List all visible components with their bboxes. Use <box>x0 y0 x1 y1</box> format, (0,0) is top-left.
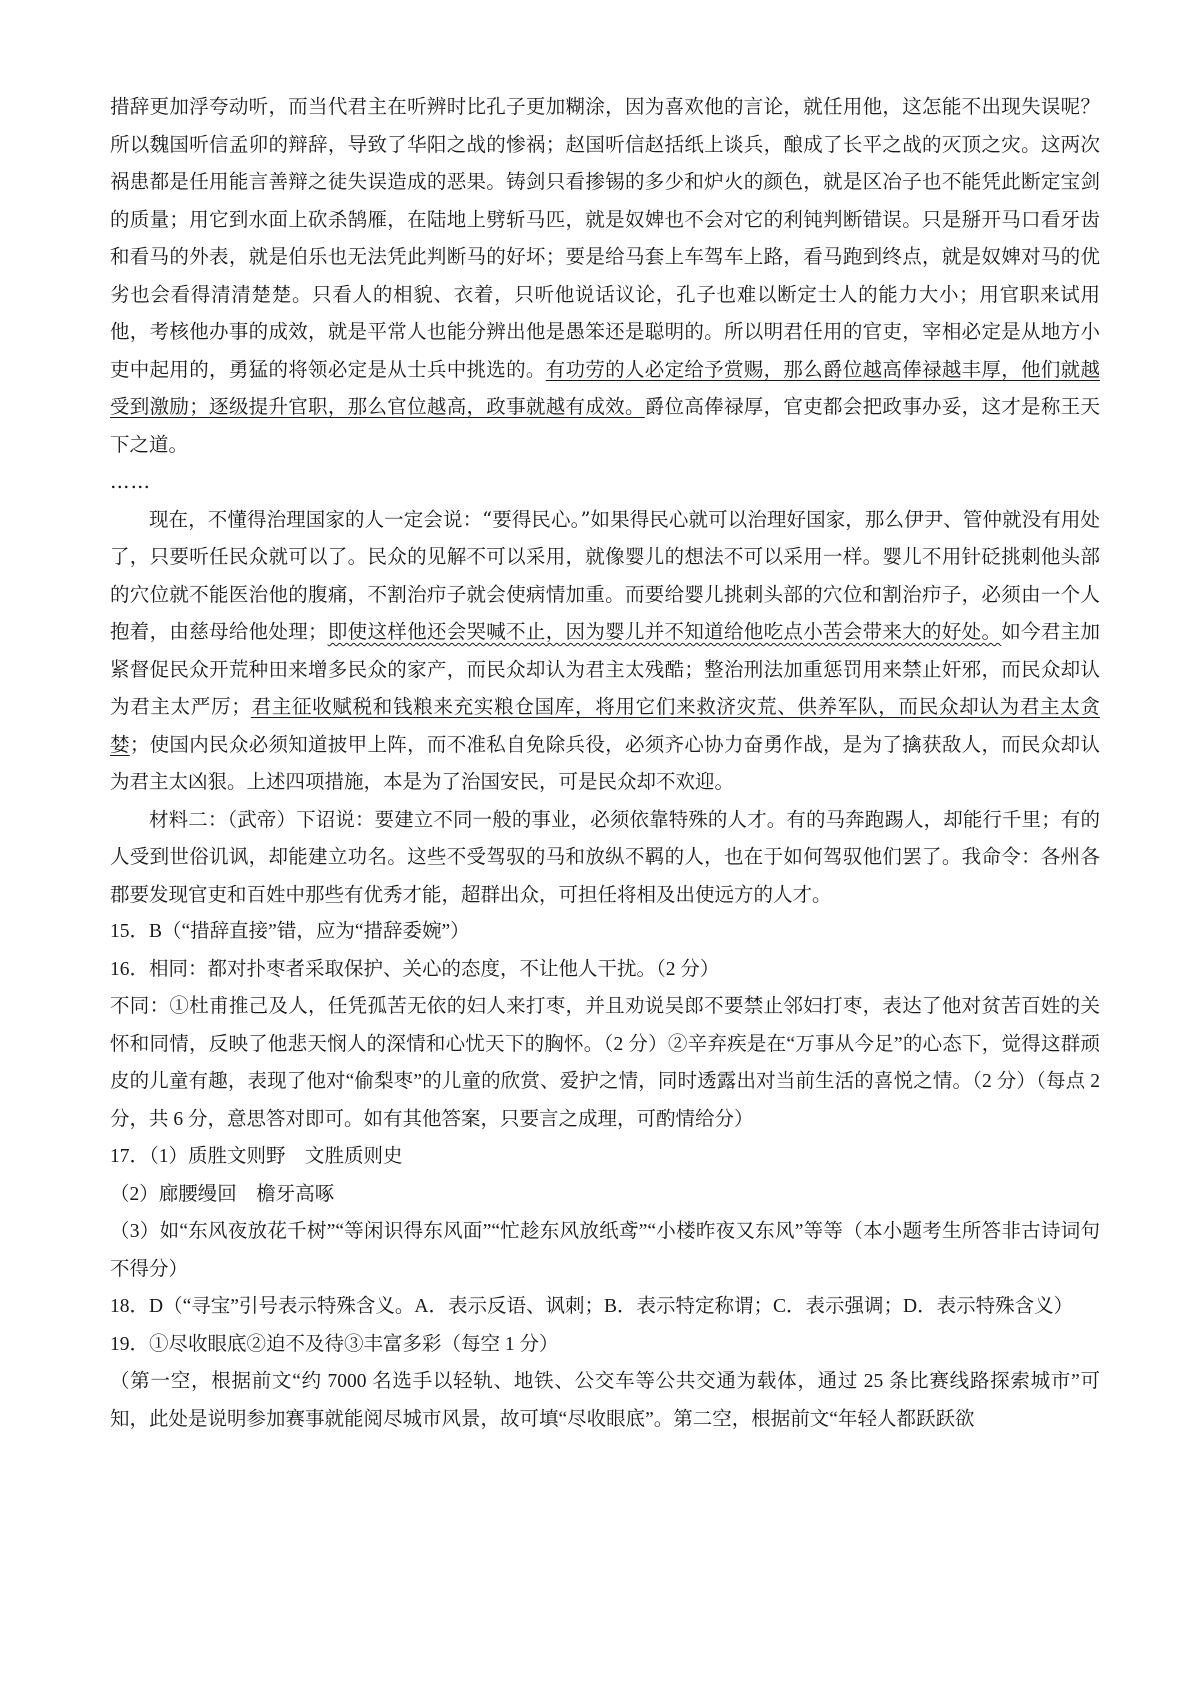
paragraph-text: 如今君主加紧督促民众开荒种田来增多民众的家产，而民众却认为君主太残酷；整治刑法加重惩罚用来禁止奸邪，而民众却认为君主太严厉； <box>110 620 1100 718</box>
paragraph-text: 措辞更加浮夸动听，而当代君主在听辨时比孔子更加糊涂，因为喜欢他的言论，就任用他，这怎能不出现失误呢？所以魏国听信孟卯的辩辞，导致了华阳之战的惨祸；赵国听信赵括纸上谈兵，酿成了长平之战的灭顶之灾。这两次祸患都是任用能言善辩之徒失误造成的恶果。铸剑只看掺锡的多少和炉火的颜色，就是区冶子也不能凭此断定宝剑的质量；用它到水面上砍杀鹄雁，在陆地上劈斩马匹，就是奴婢也不会对它的利钝判断错误。只是掰开马口看牙齿和看马的外表，就是伯乐也无法凭此判断马的好坏；要是给马套上车驾车上路，看马跑到终点，就是奴婢对马的优劣也会看得清清楚楚。只看人的相貌、衣着，只听他说话议论，孔子也难以断定士人的能力大小；用官职来试用他，考核他办事的成效，就是平常人也能分辨出他是愚笨还是聪明的。所以明君任用的官吏，宰相必定是从地方小吏中起用的，勇猛的将领必定是从士兵中挑选的。 <box>110 95 1100 381</box>
underlined-sentence: 有功劳的人必定给予赏赐，那么爵位越高俸禄越丰厚，他们就越受到激励；逐级提升官职，那么官位越高，政事就越有成效。 <box>110 357 1100 418</box>
wavy-underlined-sentence: 即使这样他还会哭喊不止，因为婴儿并不知道给他吃点小苦会带来大的好处。 <box>327 620 1002 643</box>
paragraph-text: 爵位高俸禄厚，官吏都会把政事办妥，这才是称王天下之道。 <box>110 395 1100 456</box>
paragraph-translation-1 <box>110 88 1100 463</box>
answer-18: 18．D（“寻宝”引号表示特殊含义。A．表示反语、讽刺；B．表示特定称谓；C．表示强调；D．表示特殊含义） <box>110 1296 1074 1317</box>
answer-17-1: 17．（1）质胜文则野 文胜质则史 <box>110 1146 403 1167</box>
paragraph-material-2: 材料二：（武帝）下诏说：要建立不同一般的事业，必须依靠特殊的人才。有的马奔跑踢人，却能行千里；有的人受到世俗讥讽，却能建立功名。这些不受驾驭的马和放纵不羁的人，也在于如何驾驭他们罢了。我命令：各州各郡要发现官吏和百姓中那些有优秀才能，超群出众，可担任将相及出使远方的人才。 <box>110 807 1100 906</box>
document-page <box>110 88 1100 1438</box>
answer-16-same: 16．相同：都对扑枣者采取保护、关心的态度，不让他人干扰。（2 分） <box>110 958 720 980</box>
answer-15: 15．B（“措辞直接”错，应为“措辞委婉”） <box>110 921 470 942</box>
answer-17-3: （3）如“东风夜放花千树”“等闲识得东风面”“忙趁东风放纸鸢”“小楼昨夜又东风”等等（本小题考生所答非古诗词句不得分） <box>110 1221 1100 1280</box>
paragraph-text: ；使国内民众必须知道披甲上阵，而不准私自免除兵役，必须齐心协力奋勇作战，是为了擒获敌人，而民众却认为君主太凶狠。上述四项措施，本是为了治国安民，可是民众却不欢迎。 <box>110 732 1100 793</box>
answer-19: 19．①尽收眼底②迫不及待③丰富多彩（每空 1 分） <box>110 1333 559 1355</box>
ellipsis: …… <box>110 470 151 493</box>
answer-16-diff: 不同：①杜甫推己及人，任凭孤苦无依的妇人来打枣，并且劝说吴郎不要禁止邻妇打枣，表达了他对贫苦百姓的关怀和同情，反映了他悲天悯人的深情和心忧天下的胸怀。（2 分）②辛弃疾是在“万事从今足”的心态下，觉得这群顽皮的儿童有趣，表现了他对“偷梨枣”的儿童的欣赏、爱护之情，同时透露出对当前生活的喜悦之情。（2 分）（每点 2 分，共 6 分，意思答对即可。如有其他答案，只要言之成理，可酌情给分） <box>110 996 1100 1130</box>
answer-19-explanation: （第一空，根据前文“约 7000 名选手以轻轨、地铁、公交车等公共交通为载体，通过 25 条比赛线路探索城市”可知，此处是说明参加赛事就能阅尽城市风景，故可填“尽收眼底”。第二空，根据前文“年轻人都跃跃欲 <box>110 1371 1100 1430</box>
paragraph-text: 现在，不懂得治理国家的人一定会说：“要得民心。”如果得民心就可以治理好国家，那么伊尹、管仲就没有用处了，只要听任民众就可以了。民众的见解不可以采用，就像婴儿的想法不可以采用一样。婴儿不用针砭挑刺他头部的穴位就不能医治他的腹痛，不割治疖子就会使病情加重。而要给婴儿挑刺头部的穴位和割治疖子，必须由一个人抱着，由慈母给他处理； <box>110 507 1100 643</box>
paragraph-translation-2 <box>110 501 1100 801</box>
answer-17-2: （2）廊腰缦回 檐牙高啄 <box>110 1183 335 1205</box>
underlined-sentence: 君主征收赋税和钱粮来充实粮仓国库，将用它们来救济灾荒、供养军队，而民众却认为君主太贪婪 <box>110 695 1100 756</box>
